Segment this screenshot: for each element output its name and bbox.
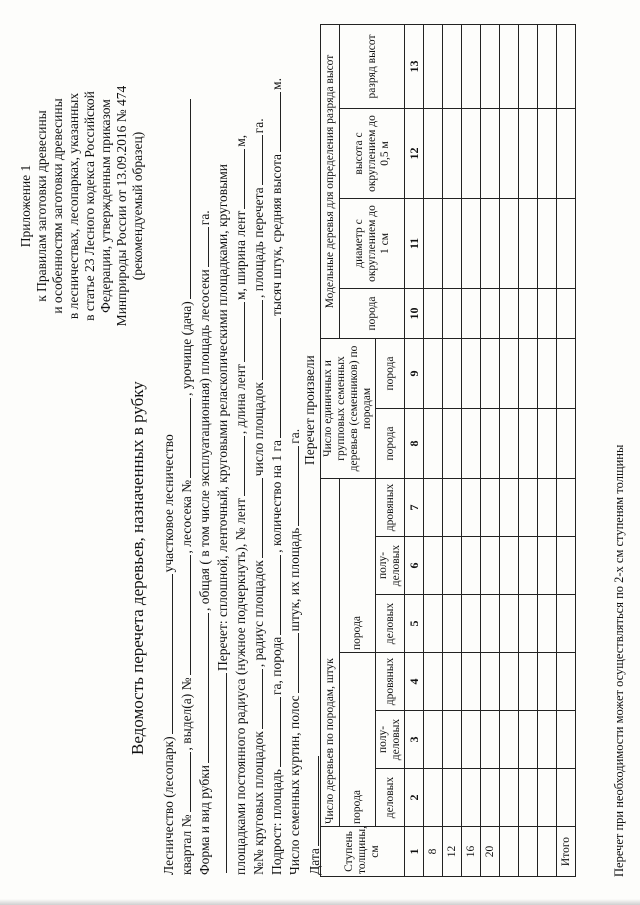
cell[interactable] (519, 109, 538, 199)
col-number: 1 (405, 827, 424, 877)
label-lesoseka: , лесосека № (179, 479, 194, 554)
cell[interactable] (500, 24, 519, 108)
form-line-circ (250, 118, 267, 875)
cell[interactable] (443, 289, 462, 339)
blank (250, 135, 263, 185)
blank (286, 633, 299, 693)
step-cell: 20 (481, 827, 500, 877)
cell[interactable] (424, 199, 443, 289)
cell[interactable] (557, 289, 576, 339)
form-line-perechet (214, 164, 231, 875)
col-number: 6 (405, 537, 424, 595)
cell[interactable] (462, 409, 481, 479)
label-lent-len: , длина лент (233, 364, 248, 435)
cell[interactable] (462, 653, 481, 711)
cell[interactable] (481, 537, 500, 595)
cell[interactable] (500, 537, 519, 595)
header-diameter: диаметр с округлением до 1 см (340, 199, 405, 289)
header-del: деловых (376, 769, 405, 827)
cell[interactable] (462, 289, 481, 339)
cell[interactable] (519, 479, 538, 537)
col-number: 11 (405, 199, 424, 289)
footnote: Перечет при необходимости может осуществляться по 2-х см ступеням толщины (612, 444, 626, 877)
blank (250, 669, 263, 729)
cell[interactable] (538, 109, 557, 199)
cell[interactable] (443, 339, 462, 409)
cell[interactable] (557, 595, 576, 653)
cell[interactable] (424, 409, 443, 479)
table-row (424, 24, 443, 876)
cell[interactable] (481, 409, 500, 479)
total-label: Итого (557, 827, 576, 877)
cell[interactable] (519, 289, 538, 339)
cell[interactable] (424, 595, 443, 653)
header-seed-species: порода (376, 339, 405, 409)
col-number: 3 (405, 711, 424, 769)
step-cell: 8 (424, 827, 443, 877)
cell[interactable] (538, 769, 557, 827)
blank (232, 149, 245, 209)
label-ga2: га. (287, 428, 302, 444)
cell[interactable] (538, 24, 557, 108)
cell[interactable] (500, 653, 519, 711)
cell[interactable] (481, 199, 500, 289)
cell[interactable] (557, 537, 576, 595)
step-cell: 16 (462, 827, 481, 877)
cell[interactable] (481, 109, 500, 199)
number-row (405, 24, 424, 876)
cell[interactable] (424, 653, 443, 711)
label-ga: га. (251, 118, 266, 134)
cell[interactable] (557, 653, 576, 711)
cell[interactable] (462, 537, 481, 595)
label-podrost: Подрост: площадь (269, 769, 284, 875)
form-line-cut (196, 210, 213, 875)
col-number: 4 (405, 653, 424, 711)
cell[interactable] (481, 479, 500, 537)
table-row (500, 24, 519, 876)
header-del: деловых (376, 595, 405, 653)
appendix-line: Приложение 1 (18, 164, 33, 248)
produced-label: Перечет произвели (302, 355, 317, 465)
cell[interactable] (443, 409, 462, 479)
scan-shadow (0, 899, 640, 905)
cell[interactable] (481, 339, 500, 409)
label-forestry: Лесничество (лесопарк) (161, 736, 176, 875)
cell[interactable] (500, 339, 519, 409)
col-number: 12 (405, 109, 424, 199)
cell[interactable] (557, 409, 576, 479)
appendix-line: и особенностям заготовки древесины (50, 98, 65, 314)
form-line-forestry (160, 434, 177, 875)
cell[interactable] (424, 537, 443, 595)
appendix-note (18, 16, 146, 396)
blank (232, 436, 245, 496)
label-species: га, порода (269, 636, 284, 696)
cell[interactable] (557, 769, 576, 827)
cell[interactable] (462, 24, 481, 108)
cell[interactable] (519, 24, 538, 108)
header-seed-species: порода (376, 409, 405, 479)
label-m: м, (233, 134, 248, 147)
table-row (481, 24, 500, 876)
blank (178, 398, 191, 478)
cell[interactable] (519, 537, 538, 595)
col-number: 2 (405, 769, 424, 827)
cell[interactable] (424, 711, 443, 769)
cell[interactable] (462, 769, 481, 827)
label-date: Дата (307, 848, 322, 875)
cell[interactable] (443, 24, 462, 108)
cell[interactable] (462, 595, 481, 653)
table-row (519, 24, 538, 876)
blank (306, 756, 319, 846)
label-area: , площадь перечета (251, 187, 266, 299)
blank (178, 753, 191, 813)
cell[interactable] (557, 479, 576, 537)
label-pieces: штук, их площадь (287, 527, 302, 632)
blank (250, 300, 263, 380)
cell[interactable] (557, 24, 576, 108)
count-table (320, 24, 576, 877)
cell[interactable] (481, 653, 500, 711)
label-radius: площадками постоянного радиуса (нужное подчеркнуть), № лент (233, 498, 248, 875)
header-drov: дровяных (376, 479, 405, 537)
label-quarter: квартал № (179, 814, 194, 875)
cell[interactable] (538, 199, 557, 289)
appendix-line: (рекомендуемый образец) (130, 131, 145, 281)
cell[interactable] (462, 479, 481, 537)
step-cell (538, 827, 557, 877)
col-number: 9 (405, 339, 424, 409)
cell[interactable] (500, 109, 519, 199)
header-model-species: порода (340, 289, 405, 339)
label-m2: м. (269, 78, 284, 90)
step-cell: 12 (443, 827, 462, 877)
blank (232, 302, 245, 362)
cell[interactable] (519, 409, 538, 479)
blank (196, 613, 209, 763)
cell[interactable] (481, 289, 500, 339)
label-total: , общая ( в том числе эксплуатационная) площадь лесосеки (197, 269, 212, 611)
header-polu: полу-деловых (376, 711, 405, 769)
col-number: 13 (405, 24, 424, 108)
step-cell (500, 827, 519, 877)
label-seed: Число семенных куртин, полос (287, 695, 302, 875)
cell[interactable] (500, 289, 519, 339)
cell[interactable] (538, 595, 557, 653)
label-thousand: тысяч штук, средняя высота (269, 153, 284, 316)
header-step: Ступень толщины, см (321, 827, 405, 877)
cell[interactable] (519, 339, 538, 409)
label-cut-type: Форма и вид рубки (197, 764, 212, 875)
header-polu: полу-деловых (376, 537, 405, 595)
appendix-line: к Правилам заготовки древесины (34, 110, 49, 302)
cell[interactable] (443, 595, 462, 653)
header-species-2: порода (340, 479, 376, 653)
form-line-quarter (178, 97, 195, 875)
cell[interactable] (500, 199, 519, 289)
cell[interactable] (500, 409, 519, 479)
cell[interactable] (443, 653, 462, 711)
blank (250, 478, 263, 558)
cell[interactable] (481, 595, 500, 653)
form-line-radius (232, 135, 249, 875)
cell[interactable] (538, 653, 557, 711)
cell[interactable] (557, 711, 576, 769)
cell[interactable] (424, 769, 443, 827)
blank (178, 555, 191, 675)
cell[interactable] (538, 537, 557, 595)
label-count: число площадок (251, 382, 266, 477)
cell[interactable] (519, 769, 538, 827)
appendix-line: в статье 23 Лесного кодекса Российской (82, 91, 97, 321)
cell[interactable] (557, 339, 576, 409)
cell[interactable] (538, 409, 557, 479)
label-tract: , урочище (дача) (179, 301, 194, 396)
cell[interactable] (500, 769, 519, 827)
header-species-1: порода (340, 653, 376, 827)
cell[interactable] (538, 479, 557, 537)
cell[interactable] (481, 711, 500, 769)
cell[interactable] (519, 595, 538, 653)
cell[interactable] (538, 289, 557, 339)
label-lent-w: м, ширина лент (233, 210, 248, 301)
cell[interactable] (557, 199, 576, 289)
cell[interactable] (481, 24, 500, 108)
cell[interactable] (424, 24, 443, 108)
cell[interactable] (462, 339, 481, 409)
header-drov: дровяных (376, 653, 405, 711)
cell[interactable] (443, 769, 462, 827)
cell[interactable] (519, 653, 538, 711)
label-perechet: Перечет: сплошной, ленточный, круговыми реласкопическими площадками, круговыми (215, 163, 230, 671)
col-number: 7 (405, 479, 424, 537)
cell[interactable] (462, 199, 481, 289)
label-vydel: , выдел(а) № (179, 677, 194, 751)
cell[interactable] (538, 711, 557, 769)
appendix-line: в лесничествах, лесопарках, указанных (66, 92, 81, 320)
cell[interactable] (443, 109, 462, 199)
cell[interactable] (443, 199, 462, 289)
cell[interactable] (462, 711, 481, 769)
cell[interactable] (443, 711, 462, 769)
cell[interactable] (424, 109, 443, 199)
appendix-line: Минприроды России от 13.09.2016 № 474 (114, 85, 129, 327)
form-line-podrost (268, 78, 285, 875)
cell[interactable] (443, 537, 462, 595)
header-count: Число деревьев по породам, штук (321, 479, 340, 827)
label-per-ga: , количество на 1 га (269, 439, 284, 553)
cell[interactable] (462, 109, 481, 199)
cell[interactable] (557, 109, 576, 199)
cell[interactable] (443, 479, 462, 537)
cell[interactable] (538, 339, 557, 409)
col-number: 8 (405, 409, 424, 479)
table-row (538, 24, 557, 876)
total-row (557, 24, 576, 876)
blank (268, 318, 281, 438)
col-number: 10 (405, 289, 424, 339)
label-ga: га. (197, 210, 212, 226)
blank (268, 92, 281, 152)
blank (196, 227, 209, 267)
label-circ-radius: , радиус площадок (251, 560, 266, 668)
document-title: Ведомость перечета деревьев, назначенных в рубку (128, 381, 147, 755)
cell[interactable] (424, 479, 443, 537)
step-cell (519, 827, 538, 877)
appendix-line: Федерации, утвержденным приказом (98, 99, 113, 313)
header-model: Модельные деревья для определения разряда высот (321, 24, 340, 338)
cell[interactable] (519, 199, 538, 289)
table-row (443, 24, 462, 876)
cell[interactable] (424, 289, 443, 339)
cell[interactable] (519, 711, 538, 769)
blank (286, 446, 299, 526)
header-height-class: разряд высот (340, 24, 405, 108)
blank (214, 673, 227, 873)
col-number: 5 (405, 595, 424, 653)
header-seed: Число единичных и групповых семенных деревьев (семенников) по породам (321, 339, 376, 479)
cell[interactable] (500, 479, 519, 537)
label-district: участковое лесничество (161, 434, 176, 573)
blank (178, 99, 191, 299)
form-line-seed (286, 429, 303, 875)
blank (268, 697, 281, 767)
cell[interactable] (424, 339, 443, 409)
label-circ-no: №№ круговых площадок (251, 731, 266, 875)
header-height: высота с округлением до 0,5 м (340, 109, 405, 199)
cell[interactable] (500, 711, 519, 769)
cell[interactable] (500, 595, 519, 653)
blank (160, 574, 173, 734)
table-row (462, 24, 481, 876)
blank (268, 555, 281, 635)
cell[interactable] (481, 769, 500, 827)
